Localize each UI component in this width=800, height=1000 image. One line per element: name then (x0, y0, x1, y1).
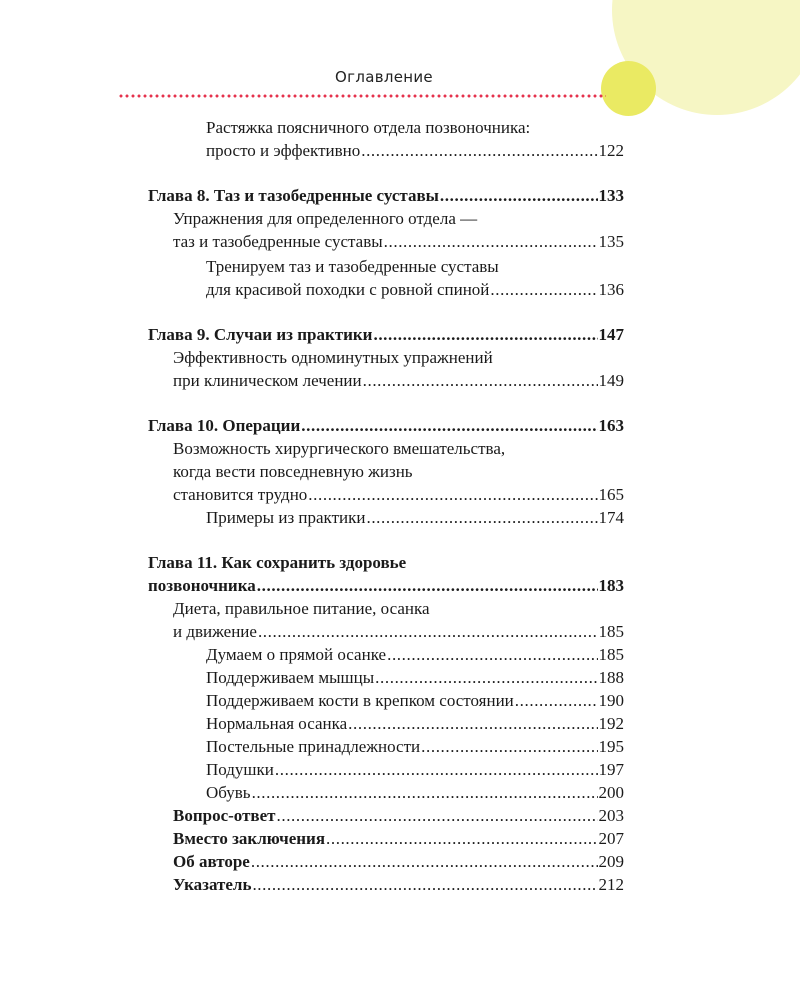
toc-entry-title: Нормальная осанка (206, 714, 348, 733)
toc-chapter-line: Глава 11. Как сохранить здоровье (148, 553, 407, 572)
toc-entry[interactable] (148, 758, 624, 781)
toc-entry-title: и движение (173, 622, 257, 641)
toc-section-title: Указатель (173, 875, 252, 894)
toc-section-title: Вместо заключения (173, 829, 326, 848)
toc-chapter-title: позвоночника (148, 576, 256, 595)
toc-page-number: 174 (598, 508, 624, 527)
toc-entry[interactable] (148, 712, 624, 735)
toc-entry-title: для красивой походки с ровной спиной (206, 280, 490, 299)
toc-page-number: 185 (598, 622, 624, 641)
leader-dots (277, 804, 598, 827)
toc-entry[interactable] (148, 437, 624, 506)
toc-page-number: 200 (598, 783, 624, 802)
toc-section[interactable] (148, 873, 624, 896)
toc-entry-title: Поддерживаем кости в крепком состоянии (206, 691, 514, 710)
leader-dots (366, 506, 597, 529)
toc-page-number: 212 (598, 875, 624, 894)
toc-entry[interactable] (148, 781, 624, 804)
toc-page-number: 209 (598, 852, 624, 871)
toc-page-number: 165 (598, 485, 624, 504)
table-of-contents (148, 116, 624, 896)
toc-entry-title: просто и эффективно (206, 141, 361, 160)
toc-section[interactable] (148, 804, 624, 827)
leader-dots (440, 184, 598, 207)
toc-page-number: 183 (598, 576, 624, 595)
leader-dots (252, 781, 598, 804)
toc-entry-title: Думаем о прямой осанке (206, 645, 387, 664)
toc-page-number: 207 (598, 829, 624, 848)
header-dotted-rule (118, 94, 606, 98)
toc-entry[interactable] (148, 597, 624, 643)
toc-page-number: 133 (598, 186, 624, 205)
toc-chapter[interactable] (148, 551, 624, 597)
toc-entry[interactable] (148, 207, 624, 253)
leader-dots (326, 827, 597, 850)
toc-page-number: 147 (598, 325, 624, 344)
toc-entry-line: Возможность хирургического вмешательства, (173, 439, 506, 458)
toc-section-title: Вопрос-ответ (173, 806, 276, 825)
leader-dots (363, 369, 598, 392)
toc-entry[interactable] (148, 643, 624, 666)
toc-entry-title: при клиническом лечении (173, 371, 362, 390)
leader-dots (384, 230, 598, 253)
toc-entry-title: Постельные принадлежности (206, 737, 421, 756)
toc-section-title: Об авторе (173, 852, 250, 871)
toc-entry-line: Диета, правильное питание, осанка (173, 599, 430, 618)
toc-page-number: 149 (598, 371, 624, 390)
toc-chapter-title: Глава 10. Операции (148, 416, 301, 435)
toc-page-number: 135 (598, 232, 624, 251)
toc-chapter-title: Глава 9. Случаи из практики (148, 325, 373, 344)
leader-dots (490, 278, 597, 301)
toc-entry-title: Примеры из практики (206, 508, 366, 527)
toc-entry[interactable] (148, 116, 624, 162)
leader-dots (275, 758, 598, 781)
toc-section[interactable] (148, 850, 624, 873)
toc-entry[interactable] (148, 506, 624, 529)
page-header-title: Оглавление (335, 68, 433, 86)
leader-dots (348, 712, 597, 735)
toc-entry-title: становится трудно (173, 485, 308, 504)
leader-dots (301, 414, 597, 437)
toc-entry[interactable] (148, 346, 624, 392)
leader-dots (252, 873, 597, 896)
toc-page-number: 136 (598, 280, 624, 299)
toc-page-number: 122 (598, 141, 624, 160)
toc-entry-line: Эффективность одноминутных упражнений (173, 348, 493, 367)
toc-entry-line: когда вести повседневную жизнь (173, 462, 413, 481)
leader-dots (258, 620, 598, 643)
toc-entry[interactable] (148, 255, 624, 301)
toc-chapter[interactable] (148, 323, 624, 346)
toc-entry[interactable] (148, 666, 624, 689)
toc-entry-title: Подушки (206, 760, 274, 779)
toc-entry-line: Упражнения для определенного отдела — (173, 209, 478, 228)
toc-page-number: 197 (598, 760, 624, 779)
leader-dots (251, 850, 598, 873)
leader-dots (421, 735, 597, 758)
leader-dots (361, 139, 597, 162)
toc-page-number: 163 (598, 416, 624, 435)
leader-dots (375, 666, 597, 689)
toc-page-number: 190 (598, 691, 624, 710)
leader-dots (387, 643, 597, 666)
toc-page-number: 203 (598, 806, 624, 825)
toc-entry[interactable] (148, 735, 624, 758)
leader-dots (373, 323, 597, 346)
toc-page-number: 188 (598, 668, 624, 687)
toc-entry-line: Тренируем таз и тазобедренные суставы (206, 257, 499, 276)
toc-entry-line: Растяжка поясничного отдела позвоночника: (206, 118, 531, 137)
leader-dots (308, 483, 597, 506)
toc-chapter[interactable] (148, 184, 624, 207)
toc-page-number: 185 (598, 645, 624, 664)
toc-section[interactable] (148, 827, 624, 850)
leader-dots (257, 574, 598, 597)
toc-entry[interactable] (148, 689, 624, 712)
toc-page-number: 192 (598, 714, 624, 733)
toc-entry-title: Обувь (206, 783, 251, 802)
toc-entry-title: Поддерживаем мышцы (206, 668, 375, 687)
toc-chapter[interactable] (148, 414, 624, 437)
toc-entry-title: таз и тазобедренные суставы (173, 232, 383, 251)
toc-page-number: 195 (598, 737, 624, 756)
toc-chapter-title: Глава 8. Таз и тазобедренные суставы (148, 186, 439, 205)
leader-dots (515, 689, 598, 712)
